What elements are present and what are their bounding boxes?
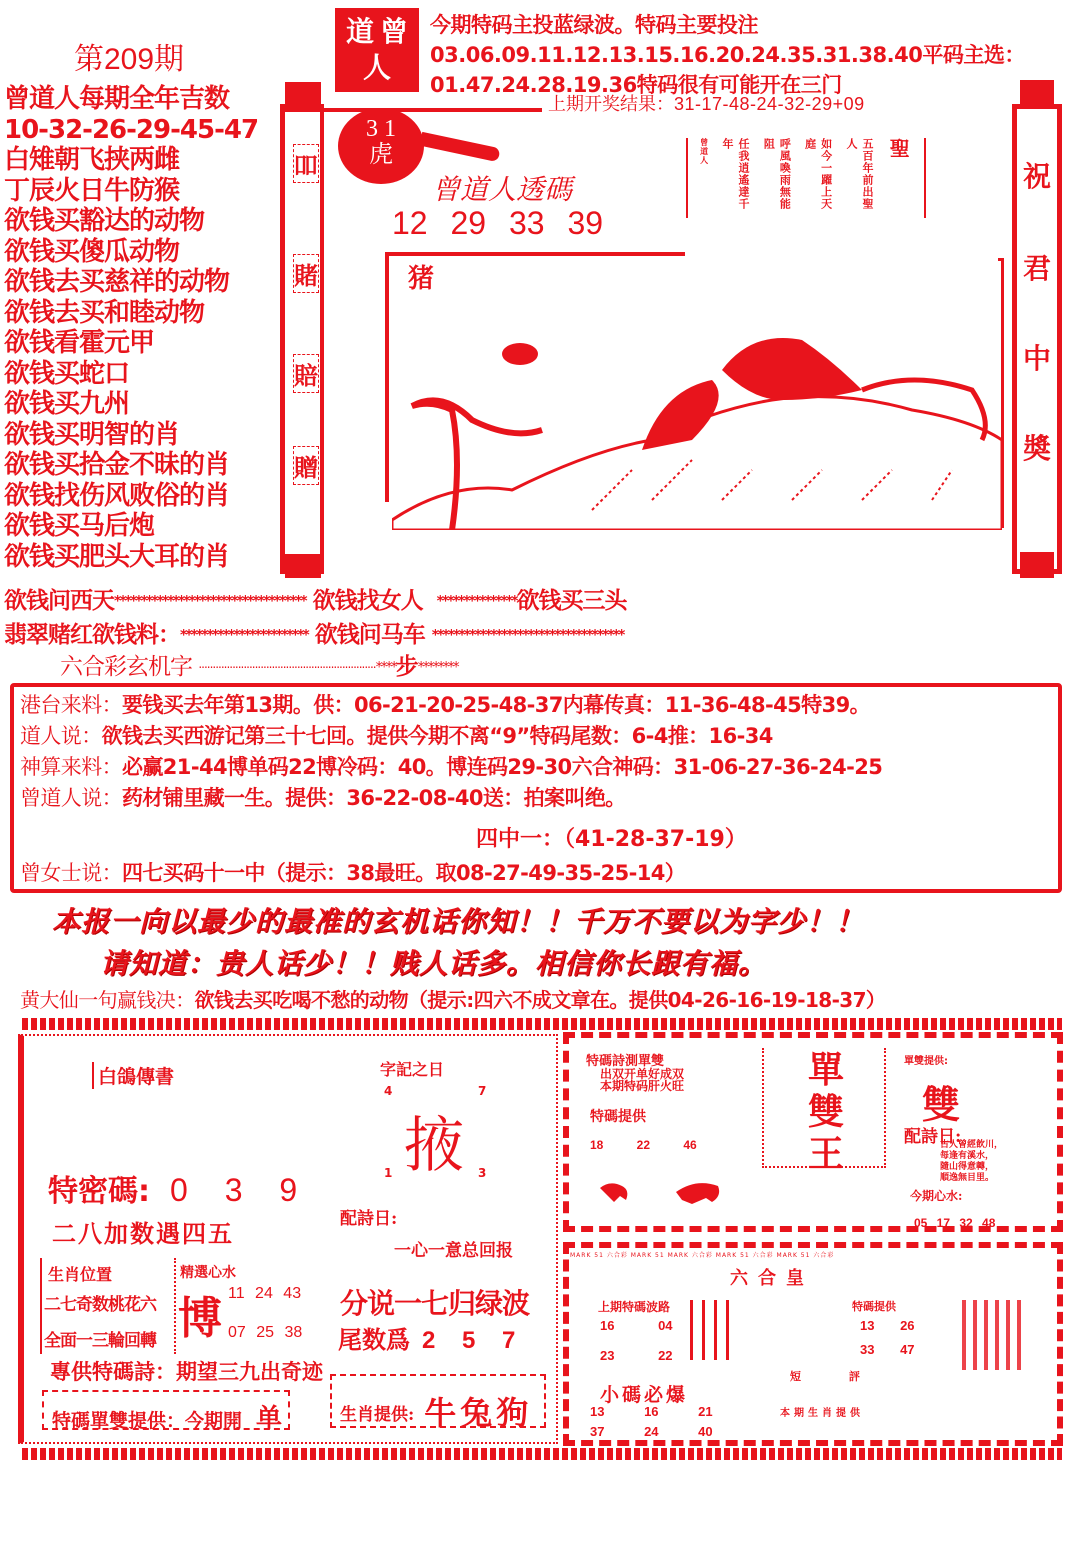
left-riddle-column — [4, 84, 284, 572]
special-code-row: 33 47 — [860, 1342, 915, 1357]
tip-text: 要钱买去年第13期。供：06-21-20-25-48-37内幕传真：11-36-48-45特39。 — [122, 693, 871, 717]
poem-column: 聖 — [886, 138, 911, 159]
horses-landscape-illustration — [392, 330, 1002, 530]
corner-number: 4 — [384, 1084, 393, 1098]
odd-even-line — [52, 1398, 282, 1435]
riddle-line: 欲钱买肥头大耳的肖 — [4, 541, 230, 572]
tiger-badge — [338, 108, 424, 184]
banner-char: 賭 — [293, 254, 319, 293]
riddle-line: 欲钱看霍元甲 — [4, 328, 155, 358]
tail-label: 尾数爲 — [338, 1325, 410, 1354]
riddle-line: 10-32-26-29-45-47 — [4, 114, 259, 145]
poem-column: 呼風喚雨無能阻 — [762, 138, 792, 210]
subtitle-line: 本期特码肝火旺 — [600, 1079, 685, 1093]
banner-cap — [1020, 552, 1054, 578]
corner-number: 7 — [478, 1084, 487, 1098]
last-draw-result — [548, 90, 865, 116]
zodiac-provide-label: 本期生肖提供 — [780, 1408, 864, 1419]
star-filler: ******** — [417, 659, 458, 676]
special-code-numbers: 18 22 46 — [590, 1138, 697, 1152]
wave-hint: 分说一七归绿波 — [340, 1287, 530, 1320]
zodiac-value: 牛兔狗 — [424, 1394, 533, 1432]
reveal-title: 曾道人透碼 — [432, 173, 573, 206]
issue-number: 第209期 — [74, 43, 185, 76]
riddle-line: 欲钱找伤风败俗的肖 — [4, 480, 230, 511]
star-row-text: 翡翠赌红欲钱料： — [4, 622, 180, 648]
tail-numbers — [338, 1320, 525, 1355]
zodiac-line — [340, 1388, 532, 1434]
star-row-text: 欲钱找女人 — [312, 588, 423, 614]
tip-line — [20, 690, 1060, 721]
star-filler: **** — [375, 659, 396, 676]
star-row-text: 步 — [395, 654, 418, 680]
odd-even-label: 特碼單雙提供：今期開 — [52, 1410, 243, 1432]
banner-char: 君 — [1022, 252, 1051, 285]
riddle-line: 欲钱买拾金不昧的肖 — [4, 450, 230, 480]
poem-line: 每逢有溪水， — [940, 1151, 995, 1161]
pig-label: 猪 — [408, 264, 435, 294]
tip-label: 港台来料： — [20, 693, 122, 717]
riddle-line: 丁辰火日牛防猴 — [4, 175, 180, 206]
picks-title: 精選心水 — [180, 1265, 236, 1281]
corner-number: 1 — [384, 1166, 393, 1180]
poem-lines — [940, 1140, 1003, 1184]
tail-value: 2 5 7 — [422, 1327, 526, 1354]
riddle-line: 白雉朝飞挟两雌 — [4, 145, 180, 175]
poem-label: 配詩日: — [340, 1209, 398, 1229]
tip-label: 黄大仙一句赢钱决： — [20, 988, 195, 1012]
headline-text: 今期特码主投蓝绿波。特码主要投注03.06.09.11.12.13.15.16.20.24.35.31.38.40平码主选：01.47.24.28.19.36特码很有可能开在三门 — [430, 13, 1025, 97]
king-char: 單 — [807, 1050, 844, 1091]
special-code-value: 0 3 9 — [170, 1172, 312, 1208]
riddle-line: 欲钱去买和睦动物 — [4, 297, 205, 328]
tip-text: 欲钱去买吃喝不愁的动物（提示:四六不成文章在。提供04-26-16-19-18-37） — [194, 988, 886, 1012]
wave-row: 23 22 — [600, 1348, 673, 1363]
badge-zodiac: 虎 — [369, 142, 393, 168]
panel-title: 白鴿傳書 — [92, 1062, 174, 1089]
small-code-title: 小碼必爆 — [600, 1384, 689, 1406]
odd-even-value: 单 — [256, 1404, 283, 1434]
panel-title: 特碼詩測單雙 — [586, 1054, 665, 1069]
animal-silhouettes-icon — [596, 1178, 726, 1208]
special-code-row: 13 26 — [860, 1318, 915, 1333]
poem-column: 五百年前出聖人 — [844, 138, 874, 210]
flower-border — [22, 1018, 1062, 1030]
star-filler: ************************************ — [431, 627, 624, 644]
tiger-tail-decoration — [419, 132, 500, 162]
right-vertical-banner — [1012, 104, 1062, 574]
riddle-character: 掖 — [404, 1111, 464, 1181]
heart-pick-numbers: 05 17 32 48 — [914, 1216, 996, 1230]
tip-label: 曾女士说： — [20, 861, 122, 885]
seal-char: 人 — [362, 51, 391, 84]
zodiac-label: 生肖提供: — [340, 1405, 415, 1425]
odd-even-king — [786, 1050, 866, 1176]
tip-text: 四七买码十一中（提示：38最旺。取08-27-49-35-25-14） — [122, 861, 686, 885]
poem-column: 如今一躍上天庭 — [803, 138, 833, 210]
banner-char: 奬 — [1022, 432, 1051, 465]
riddle-line: 欲钱买马后炮 — [4, 511, 155, 541]
badge-number: 3 1 — [366, 116, 396, 142]
tip-line — [20, 721, 1060, 752]
special-code-title: 特碼提供 — [852, 1300, 896, 1313]
riddle-line: 欲钱买明智的肖 — [4, 419, 180, 450]
star-filler: *************** — [436, 593, 517, 610]
zodiac-position-line: 二七奇数桃花六 — [44, 1295, 156, 1315]
star-row-text: 欲钱问西天 — [4, 588, 114, 614]
last-draw-label: 上期开奖结果： — [548, 94, 674, 114]
banner-char: 祝 — [1022, 160, 1051, 193]
flower-border — [22, 1448, 1062, 1460]
star-row — [4, 616, 623, 649]
tips-list — [20, 690, 1060, 814]
banner-cap — [285, 554, 321, 578]
wave-title: 上期特碼波路 — [598, 1300, 671, 1314]
mark-strip: MARK 51 六合彩 MARK 51 MARK 六合彩 MARK 51 六合彩 MARK 51 六合彩 — [570, 1252, 835, 1259]
king-char: 雙 — [807, 1092, 844, 1133]
last-draw-numbers: 31-17-48-24-32-29+09 — [674, 94, 865, 114]
picks-row: 07 25 38 — [228, 1324, 303, 1341]
odd-even-provide-title: 單雙提供: — [904, 1056, 948, 1067]
tip-line — [20, 783, 1060, 814]
tip-label: 道人说： — [20, 724, 102, 748]
dot-filler: ······························································· — [198, 660, 376, 675]
poem-text: 一心一意总回报 — [394, 1241, 513, 1261]
wave-row: 16 04 — [600, 1318, 673, 1333]
reveal-numbers: 12 29 33 39 — [392, 205, 604, 241]
riddle-line: 欲钱买豁达的动物 — [4, 206, 205, 236]
riddle-line: 欲钱买傻瓜动物 — [4, 236, 180, 267]
corner-number: 3 — [478, 1166, 487, 1180]
star-filler: ************************************ — [114, 593, 306, 610]
special-code-title: 特碼提供 — [590, 1109, 646, 1125]
riddle-line: 欲钱买九州 — [4, 389, 130, 419]
seal-char: 曾 — [379, 15, 408, 48]
zodiac-position-line: 全面一三輪回轉 — [44, 1331, 156, 1351]
poem-column: 曾道人 — [699, 138, 709, 165]
banner-char: 賠 — [293, 354, 319, 393]
star-row — [60, 648, 458, 681]
panel-subtitle — [600, 1068, 684, 1092]
poem-column: 任我逍遙達千年 — [720, 138, 750, 210]
slogan-line: 本报一向以最少的最准的玄机话你知！！千万不要以为字少！！ — [52, 905, 865, 938]
tip-label: 曾道人说： — [20, 786, 122, 810]
riddle-line: 曾道人每期全年吉数 — [4, 84, 230, 114]
left-vertical-banner — [280, 104, 324, 574]
huang-daxian-tip — [20, 984, 885, 1013]
riddle-line: 欲钱买蛇口 — [4, 358, 130, 389]
poem-line: 順逸無目里。 — [940, 1173, 995, 1183]
star-row-text: 欲钱问马车 — [314, 622, 425, 648]
vertical-text-block — [962, 1300, 1022, 1370]
seal-logo — [335, 8, 419, 92]
tip-sidenote: 四中一：（41-28-37-19） — [476, 827, 747, 852]
special-code-clue: 二八加数遇四五 — [52, 1219, 234, 1248]
heart-pick-label: 今期心水: — [910, 1189, 963, 1203]
odd-even-answer: 雙 — [922, 1083, 961, 1127]
poem-line: 隨山得意轉， — [940, 1162, 995, 1172]
small-code-row: 37 24 40 — [590, 1424, 713, 1439]
special-code — [48, 1166, 311, 1210]
banner-char: 吅 — [293, 144, 319, 183]
slogan-line: 请知道：贵人话少！！贱人话多。相信你长跟有福。 — [100, 947, 768, 980]
bo-character: 博 — [178, 1293, 222, 1344]
star-row-text: 欲钱买三头 — [516, 588, 627, 614]
star-filler: ************************ — [180, 627, 308, 644]
tip-text: 欲钱去买西游记第三十七回。提供今期不离“9”特码尾数：6-4推：16-34 — [101, 724, 773, 748]
tip-text: 必赢21-44博单码22博冷码：40。博连码29-30六合神码：31-06-27-36-24-25 — [122, 755, 883, 779]
small-code-row: 13 16 21 — [590, 1404, 713, 1419]
poem-line: 古人曾經飲川， — [940, 1140, 1004, 1150]
picks-row: 11 24 43 — [228, 1285, 302, 1302]
king-char: 王 — [807, 1134, 844, 1175]
special-poem-line: 專供特碼詩：期望三九出奇迹 — [50, 1359, 323, 1384]
vertical-poem — [686, 138, 926, 218]
tip-label: 神算来料： — [20, 755, 122, 779]
seal-char: 道 — [345, 15, 374, 48]
banner-char: 贈 — [293, 446, 319, 485]
tip-line — [20, 752, 1060, 783]
subtitle-line: 出双开单好成双 — [600, 1067, 685, 1081]
star-row — [4, 582, 626, 615]
panel-title: 六合皇 — [730, 1268, 814, 1289]
tip-line — [20, 857, 685, 887]
vertical-text-block — [690, 1300, 730, 1360]
tip-text: 药材铺里藏一生。提供：36-22-08-40送：拍案叫绝。 — [122, 786, 626, 810]
riddle-line: 欲钱去买慈祥的动物 — [4, 267, 230, 297]
poem-label: 配詩日: — [904, 1127, 962, 1147]
banner-char: 中 — [1022, 342, 1051, 375]
star-row-text: 六合彩玄机字 — [60, 654, 192, 680]
zodiac-position-title: 生肖位置 — [48, 1265, 113, 1284]
special-code-label: 特密碼: — [48, 1174, 150, 1209]
character-title: 字記之日 — [380, 1060, 445, 1079]
short-comment-label: 短 評 — [790, 1370, 882, 1383]
